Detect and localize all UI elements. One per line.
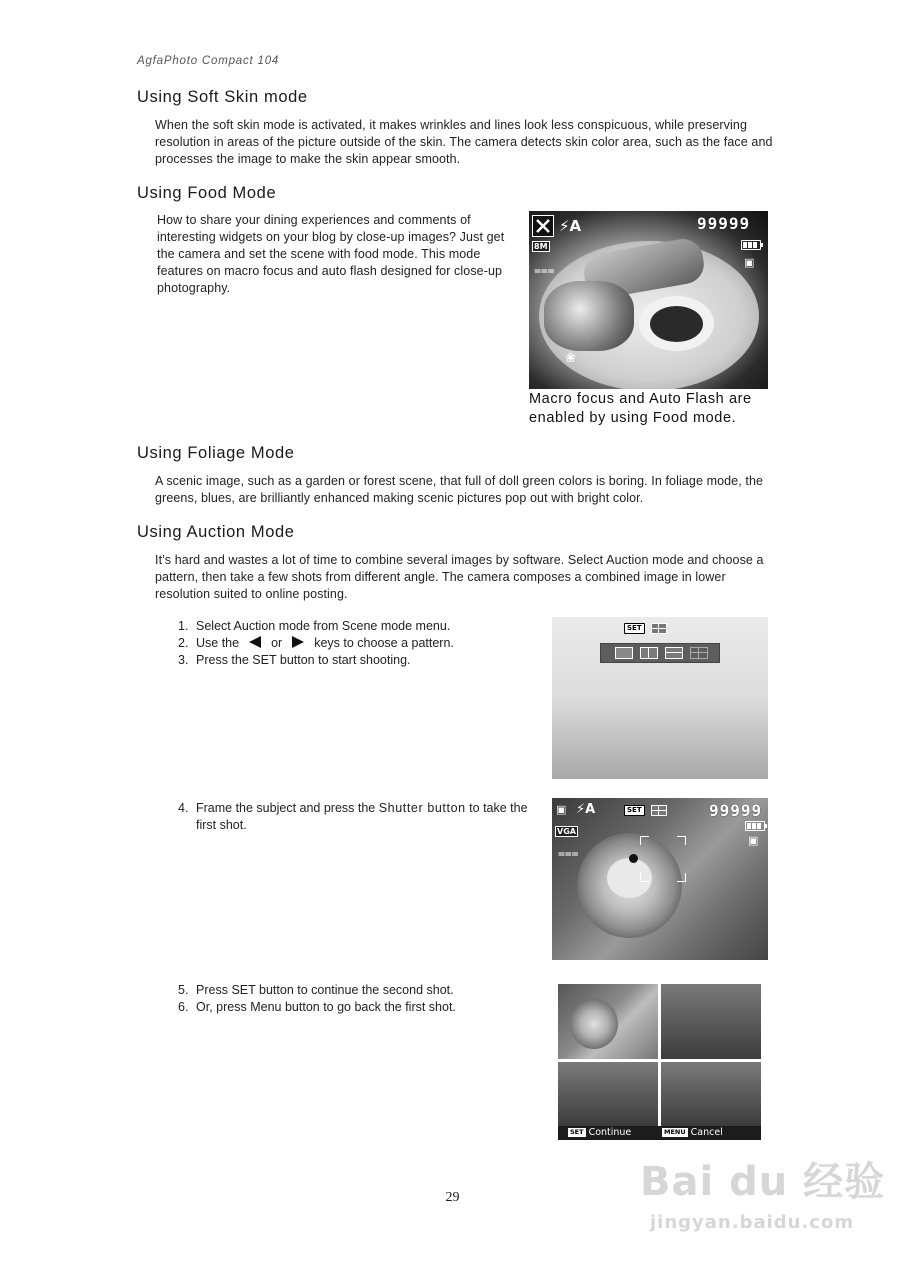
step-5: 5. Press SET button to continue the second shot. (178, 983, 454, 997)
soft-skin-heading: Using Soft Skin mode (137, 88, 308, 106)
salad-food (544, 281, 634, 351)
memory-icon: ▣ (748, 834, 759, 847)
left-arrow-key-icon (249, 636, 261, 648)
battery-icon (745, 821, 765, 831)
baidu-watermark-logo: Bai du 经验 (640, 1159, 886, 1205)
food-mode-icon (532, 215, 554, 237)
step-2: 2. Use the or keys to choose a pattern. (178, 636, 454, 650)
auction-text: It’s hard and wastes a lot of time to combine several images by software. Select Auction mode and choose a pattern, then take a few shots from different angle. The camera composes a combined image in lower resolution suited to online posting. (155, 553, 764, 601)
auto-flash-icon: ⚡A (576, 802, 596, 817)
cancel-softkey[interactable]: MENU Cancel (664, 1127, 723, 1138)
macro-icon: ❀ (565, 351, 576, 366)
continue-softkey[interactable]: SET Continue (570, 1127, 632, 1138)
focus-frame-br (677, 873, 686, 882)
step-3: 3. Press the SET button to start shooting. (178, 653, 411, 667)
pattern-option-3[interactable] (665, 647, 683, 659)
first-shot-thumbnail (558, 984, 658, 1059)
pattern-grid-icon (651, 805, 667, 816)
quality-icon: ⩶ (534, 263, 555, 277)
food-text: How to share your dining experiences and comments of interesting widgets on your blog by close-up images? Just get the camera and set the scene with food mode. This mode features on macro focus and auto flash designed for close-up photography. (157, 213, 505, 295)
baidu-watermark-url: jingyan.baidu.com (650, 1212, 855, 1233)
auction-steps-1-3 (178, 618, 538, 669)
step-1: 1. Select Auction mode from Scene mode menu. (178, 619, 451, 633)
foliage-heading: Using Foliage Mode (137, 444, 295, 462)
set-indicator: SET (624, 805, 645, 816)
scene-mode-icon: ▣ (556, 803, 567, 816)
food-caption: Macro focus and Auto Flash are enabled by using Food mode. (529, 391, 752, 426)
shot-counter: 99999 (709, 801, 763, 820)
lion-eye (629, 854, 638, 863)
pattern-option-2[interactable] (640, 647, 658, 659)
image-size-indicator: 8M (534, 242, 548, 251)
focus-frame-tr (677, 836, 686, 845)
document-header: AgfaPhoto Compact 104 (137, 55, 280, 67)
focus-frame-bl (640, 873, 649, 882)
quality-icon: ⩶ (558, 846, 579, 860)
softkey-bar (558, 1126, 761, 1140)
food-heading: Using Food Mode (137, 184, 277, 202)
pattern-option-1[interactable] (615, 647, 633, 659)
battery-icon (741, 240, 761, 250)
image-size-indicator: VGA (557, 827, 576, 836)
memory-icon: ▣ (744, 256, 755, 269)
pattern-option-4[interactable] (690, 647, 708, 659)
soft-skin-text: When the soft skin mode is activated, it makes wrinkles and lines look less conspicuous, while preserving resolution in areas of the picture outside of the skin. The camera detects skin color area, such as the face and processes the image to make the skin appear smooth. (155, 118, 773, 166)
auction-step-4 (178, 800, 538, 834)
food-mode-screen (529, 211, 768, 389)
focus-frame-tl (640, 836, 649, 845)
page-number: 29 (445, 1190, 460, 1205)
empty-slot-2 (661, 984, 761, 1059)
auction-heading: Using Auction Mode (137, 523, 295, 541)
auction-steps-5-6 (178, 982, 538, 1016)
empty-slot-4 (661, 1062, 761, 1126)
auction-continue-screen (558, 984, 761, 1140)
pattern-grid-icon (651, 623, 667, 634)
empty-slot-3 (558, 1062, 658, 1126)
step-4: 4. Frame the subject and press the Shutter button to take the first shot. (178, 801, 528, 832)
auction-pattern-screen: SET (552, 617, 768, 779)
sauce (650, 306, 703, 342)
right-arrow-key-icon (292, 636, 304, 648)
step-6: 6. Or, press Menu button to go back the first shot. (178, 1000, 456, 1014)
pattern-selector-bar[interactable] (600, 643, 720, 663)
shot-counter: 99999 (697, 214, 751, 233)
auto-flash-icon: ⚡A (559, 217, 582, 235)
foliage-text: A scenic image, such as a garden or forest scene, that full of doll green colors is boring. In foliage mode, the greens, blues, are brilliantly enhanced making scenic pictures pop out with bright color. (155, 474, 764, 505)
auction-shot-screen (552, 798, 768, 960)
knitted-lion (570, 999, 618, 1049)
